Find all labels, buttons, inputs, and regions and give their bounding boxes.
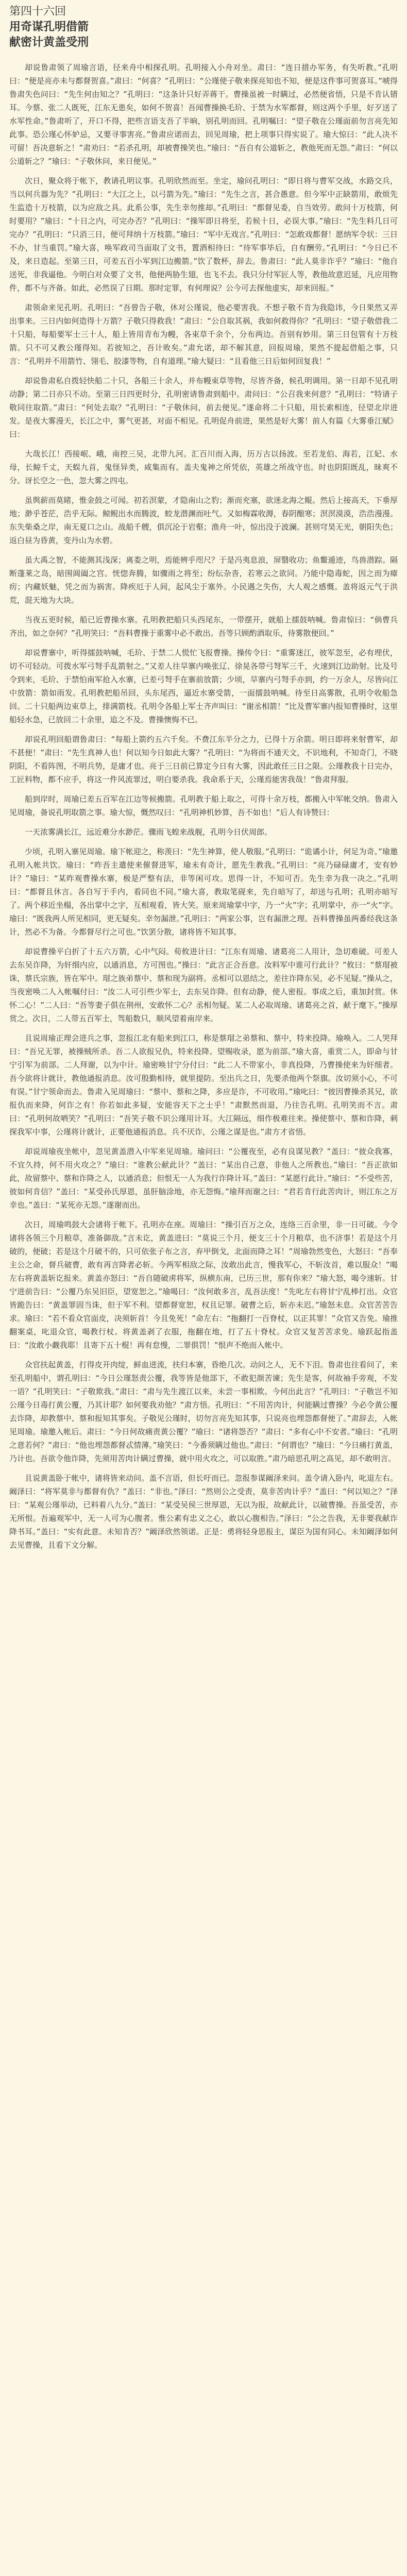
paragraph: 大哉长江！西接岷、峨，南控三吴，北带九河。汇百川而入海，历万古以扬波。至若龙伯、海若，江妃、水母，长鲸千丈，天蜈九首，鬼怪异类，咸集而有。盖夫鬼神之所凭依，英雄之所战守也。时也阴阳既乱，昧爽不分。讶长空之一色，忽大雾之四屯。 <box>9 449 398 485</box>
paragraph: 却说曹操平白折了十五六万箭，心中气闷。荀攸进计曰：“江东有周瑜、诸葛亮二人用计，急切难破。可差人去东吴诈降，为奸细内应，以通消息，方可图也。”操曰：“此言正合吾意。汝料军中谁可行此计？”攸曰：“蔡瑁被诛，蔡氏宗族，皆在军中。瑁之族弟蔡中、蔡和现为副将。丞相可以恩结之，差往诈降东吴，必不见疑。”操从之，当夜密唤二人入帐嘱付曰：“汝二人可引些少军士，去东吴诈降。但有动静，使人密报。事成之后，重加封赏。休怀二心！”二人曰：“吾等妻子俱在荆州，安敢怀二心？丞相勿疑。某二人必取周瑜、诸葛亮之首，献于麾下。”操厚赏之。次日，二人带五百军士，驾船数只，顺风望着南岸来。 <box>9 947 398 1023</box>
poem: 一天浓雾满长江，远近难分水渺茫。骤雨飞蝗来战舰，孔明今日伏周郎。 <box>25 827 273 837</box>
chapter-number: 第四十六回 <box>9 5 66 18</box>
paragraph: 却说曹寨中，听得擂鼓呐喊，毛玠、于禁二人慌忙飞报曹操。操传令曰：“重雾迷江，彼军忽至，必有埋伏，切不可轻动。可拨水军弓弩手乱箭射之。”又差人往旱寨内唤张辽、徐晃各带弓弩军三千，火速到江边助射。比及号令到来，毛玠、于禁怕南军抢入水寨，已差弓弩手在寨前放箭；少顷，旱寨内弓弩手亦到，约一万余人，尽皆向江中放箭：箭如雨发。孔明教把船吊回，头东尾西，逼近水寨受箭，一面擂鼓呐喊。待至日高雾散，孔明令收船急回。二十只船两边束草上，排满箭枝。孔明令各船上军士齐声叫曰：“谢丞相箭！”比及曹军寨内报知曹操时，这里船轻水急，已放回二十余里，追之不及。曹操懊悔不已。 <box>9 648 398 724</box>
paragraph: 却说鲁肃领了周瑜言语，径来舟中相探孔明。孔明接入小舟对坐。肃曰：“连日措办军务，有失听教。”孔明曰：“便是亮亦未与都督贺喜。”肃曰：“何喜？”孔明曰：“公瑾使子敬来探亮知也不知，便是这件事可贺喜耳。”唬得鲁肃失色问曰：“先生何由知之？”孔明曰：“这条计只好弄蒋干。曹操虽被一时瞒过，必然便省悟，只是不肯认错耳。今蔡、张二人既死，江东无患矣，如何不贺喜！吾闻曹操换毛玠、于禁为水军都督，则这两个手里，好歹送了水军性命。”鲁肃听了，开口不得，把些言语支吾了半晌，别孔明而回。孔明嘱曰：“望子敬在公瑾面前勿言亮先知此事。恐公瑾心怀妒忌，又要寻事害亮。”鲁肃应诺而去，回见周瑜，把上项事只得实说了。瑜大惊曰：“此人决不可留！吾决意斩之！”肃劝曰：“若杀孔明，却被曹操笑也。”瑜曰：“吾自有公道斩之，教他死而无怨。”肃曰：“何以公道斩之？”瑜曰：“子敬休问，来日便见。” <box>9 63 398 166</box>
paragraph: 肃领命来见孔明。孔明曰：“吾曾告子敬，休对公瑾说，他必要害我。不想子敬不肯为我隐讳，今日果然又弄出事来。三日内如何造得十万箭？子敬只得救我！”肃曰：“公自取其祸，我如何救得你？”孔明曰：“望子敬借我二十只船，每船要军士三十人，船上皆用青布为幔，各束草千余个，分布两边。吾别有妙用。第三日包管有十万枝箭。只不可又教公瑾得知。若彼知之，吾计败矣。”肃允诺，却不解其意，回报周瑜，果然不提起借船之事，只言：“孔明并不用箭竹、翎毛、胶漆等物，自有道理。”瑜大疑曰：“且看他三日后如何回复我！” <box>9 303 398 366</box>
chapter-title-line-1: 用奇谋孔明借箭 <box>9 21 89 33</box>
paragraph: 当夜五更时候，船已近曹操水寨。孔明教把船只头西尾东，一带摆开，就船上擂鼓呐喊。鲁肃惊曰：“倘曹兵齐出，如之奈何？”孔明笑曰：“吾料曹操于重雾中必不敢出。吾等只顾酌酒取乐，待雾散便回。” <box>9 615 398 638</box>
paragraph: 虽大禹之智，不能测其浅深；离娄之明，焉能辨乎咫尺？于是冯夷息浪，屏翳收功；鱼鳖遁迹，鸟兽潜踪。隔断蓬莱之岛，暗围阊阖之宫。恍惚奔腾，如骤雨之将至；纷纭杂沓，若寒云之欲同。乃能中隐毒蛇，因之而为瘴疠；内藏妖魅，凭之而为祸害。降疾厄于人间，起风尘于塞外。小民遇之失伤，大人观之感慨。盖将返元气于洪荒，混天地为大块。 <box>9 555 398 605</box>
paragraph: 次日，周瑜鸣鼓大会诸将于帐下。孔明亦在座。周瑜曰：“操引百万之众，连络三百余里，非一日可破。今令诸将各领三个月粮草，准备御敌。”言未讫，黄盖进曰：“莫说三个月，便支三十个月粮草，也不济事！若是这个月破的，便破；若是这个月破不的，只可依张子布之言，弃甲倒戈，北面而降之耳！”周瑜勃然变色，大怒曰：“吾奉主公之命，督兵破曹，敢有再言降者必斩。今两军相敌之际，汝敢出此言，慢我军心，不斩汝首，难以服众！”喝左右将黄盖斩讫报来。黄盖亦怒曰：“吾自随破虏将军，纵横东南，已历三世，那有你来？”瑜大怒，喝令速斩。甘宁进前告曰：“公覆乃东吴旧臣，望宽恕之。”瑜喝曰：“汝何敢多言，乱吾法度！”先叱左右将甘宁乱棒打出。众官皆跪告曰：“黄盖罪固当诛，但于军不利。望都督宽恕，权且记罪。破曹之后，斩亦未迟。”瑜怒未息。众官苦苦告求。瑜曰：“若不看众官面皮，决须斩首！今且免死！”命左右：“拖翻打一百脊杖，以正其罪！”众官又告免。瑜推翻案桌，叱退众官，喝教行杖。将黄盖剥了衣服，拖翻在地，打了五十脊杖。众官又复苦苦求免。瑜跃起指盖曰：“汝敢小觑我耶！且寄下五十棍！再有怠慢，二罪俱罚！”恨声不绝而入帐中。 <box>9 1220 398 1350</box>
chapter-title-line-2: 献密计黄盖受刑 <box>9 36 89 49</box>
paragraph: 且说黄盖卧于帐中，诸将皆来动问。盖不言语，但长吁而已。忽报参谋阚泽来问。盖令请入卧内，叱退左右。阚泽曰：“将军莫非与都督有仇？”盖曰：“非也。”泽曰：“然则公之受责，莫非苦肉计乎？”盖曰：“何以知之？”泽曰：“某观公瑾举动，已料着八九分。”盖曰：“某受吴侯三世厚恩，无以为报，故献此计，以破曹操。吾虽受苦，亦无所恨。吾遍观军中，无一人可为心腹者。惟公素有忠义之心，敢以心腹相告。”泽曰：“公之告我，无非要我献诈降书耳。”盖曰：“实有此意。未知肯否？”阚泽欣然领诺。正是：勇将轻身思报主，谋臣为国有同心。未知阚泽如何去见曹操，且看下文分解。 <box>9 1473 398 1550</box>
paragraph: 却说鲁肃私自拨轻快船二十只，各船三十余人，并布幔束草等物，尽皆齐备，候孔明调用。第一日却不见孔明动静；第二日亦只不动。至第三日四更时分，孔明密请鲁肃到船中。肃问曰：“公召我来何意？”孔明曰：“特请子敬同往取箭。”肃曰：“何处去取？”孔明曰：“子敬休问，前去便见。”遂命将二十只船，用长索相连，径望北岸进发。是夜大雾漫天，长江之中，雾气更甚，对面不相见。孔明促舟前进，果然是好大雾！前人有篇《大雾垂江赋》曰： <box>9 376 398 439</box>
paragraph: 众官扶起黄盖，打得皮开肉绽，鲜血迸流，扶归本寨，昏绝几次。动问之人，无不下泪。鲁肃也往看问了，来至孔明船中，谓孔明曰：“今日公瑾怒责公覆，我等皆是他部下，不敢犯颜苦谏；先生是客，何故袖手旁观，不发一语？”孔明笑曰：“子敬欺我。”肃曰：“肃与先生渡江以来，未尝一事相欺。今何出此言？”孔明曰：“子敬岂不知公瑾今日毒打黄公覆，乃其计耶？如何要我劝他？”肃方悟。孔明曰：“不用苦肉计，何能瞒过曹操？今必令黄公覆去诈降，却教蔡中、蔡和报知其事矣。子敬见公瑾时，切勿言亮先知其事，只说亮也埋怨都督便了。”肃辞去，入帐见周瑜。瑜邀入帐后。肃曰：“今日何故痛责黄公覆？”瑜曰：“诸将怨否？”肃曰：“多有心中不安者。”瑜曰：“孔明之意若何？”肃曰：“他也埋怨都督忒情薄。”瑜笑曰：“今番须瞒过他也。”肃曰：“何谓也？”瑜曰：“今日痛打黄盖，乃计也。吾欲令他诈降，先须用苦肉计瞒过曹操，就中用火攻之，可以取胜。”肃乃暗思孔明之高见，却不敢明言。 <box>9 1360 398 1463</box>
paragraph: 虽舆薪而莫睹，惟金鼓之可闻。初若溟蒙，才隐南山之豹；渐而充塞，欲迷北海之鲲。然后上接高天，下垂厚地；渺乎苍茫，浩乎无际。鲸鲵出水而腾波，蛟龙潜渊而吐气。又如梅霖收溽，春阴酿寒；溟溟漠漠，浩浩漫漫。东失柴桑之岸，南无夏口之山。战船千艘，俱沉沦于岩壑；渔舟一叶，惊出没于波澜。甚则穹昊无光，朝阳失色；返白昼为昏黄，变丹山为水碧。 <box>9 496 398 545</box>
paragraph: 却说周瑜夜坐帐中，忽见黄盖潜入中军来见周瑜。瑜问曰：“公覆夜至，必有良谋见教？”盖曰：“彼众我寡，不宜久持，何不用火攻之？”瑜曰：“谁教公献此计？”盖曰：“某出自己意，非他人之所教也。”瑜曰：“吾正欲如此，故留蔡中、蔡和诈降之人，以通消息；但恨无一人为我行诈降计耳。”盖曰：“某愿行此计。”瑜曰：“不受些苦，彼如何肯信？”盖曰：“某受孙氏厚恩，虽肝脑涂地，亦无怨悔。”瑜拜而谢之曰：“君若肯行此苦肉计，则江东之万幸也。”盖曰：“某死亦无怨。”遂谢而出。 <box>9 1147 398 1210</box>
chapter-content <box>9 61 398 2576</box>
paragraph: 少顷，孔明入寨见周瑜。瑜下帐迎之，称羡曰：“先生神算，使人敬服。”孔明曰：“诡谲小计，何足为奇。”瑜邀孔明入帐共饮。瑜曰：“昨吾主遣使来催督进军，瑜未有奇计，愿先生教我。”孔明曰：“亮乃碌碌庸才，安有妙计？”瑜曰：“某昨观曹操水寨，极是严整有法，非等闲可攻。思得一计，不知可否。先生幸为我一决之。”孔明曰：“都督且休言。各自写于手内，看同也不同。”瑜大喜，教取笔砚来，先自暗写了，却送与孔明；孔明亦暗写了。两个移近坐榻，各出掌中之字，互相观看，皆大笑。原来周瑜掌中字，乃一“火”字；孔明掌中，亦一“火”字。瑜曰：“既我两人所见相同，更无疑矣。幸勿漏泄。”孔明曰：“两家公事，岂有漏泄之理。吾料曹操虽两番经我这条计，然必不为备。今都督尽行之可也。”饮罢分散，诸将皆不知其事。 <box>9 847 398 937</box>
chapter-header <box>9 4 401 50</box>
paragraph: 却说孔明回船谓鲁肃曰：“每船上箭约五六千矣。不费江东半分之力，已得十万余箭。明日即将来射曹军，却不甚便！”肃曰：“先生真神人也！何以知今日如此大雾？”孔明曰：“为将而不通天文，不识地利，不知奇门，不晓阴阳，不看阵图，不明兵势，是庸才也。亮于三日前已算定今日有大雾，因此敢任三日之限。公瑾教我十日完办，工匠料物，都不应手，将这一件风流罪过，明白要杀我。我命系于天，公瑾焉能害我哉！”鲁肃拜服。 <box>9 735 398 784</box>
paragraph: 且说周瑜正理会进兵之事，忽报江北有船来到江口，称是蔡瑁之弟蔡和、蔡中，特来投降。瑜唤入。二人哭拜曰：“吾兄无罪，被操贼所杀。吾二人欲报兄仇，特来投降。望赐收录，愿为前部。”瑜大喜，重赏二人，即命与甘宁引军为前部。二人拜谢，以为中计。瑜密唤甘宁分付曰：“此二人不带家小，非真投降，乃曹操使来为奸细者。吾今欲将计就计，教他通报消息。汝可殷勤相待，就里提防。至出兵之日，先要杀他两个祭旗。汝切须小心，不可有误。”甘宁领命而去。鲁肃入见周瑜曰：“蔡中、蔡和之降，多应是诈，不可收用。”瑜叱曰：“彼因曹操杀其兄，欲报仇而来降，何诈之有！你若如此多疑，安能容天下之士乎！”肃默然而退，乃往告孔明。孔明笑而不言。肃曰：“孔明何故哂笑？”孔明曰：“吾笑子敬不识公瑾用计耳。大江隔远，细作极难往来。操使蔡中、蔡和诈降，刺探我军中事，公瑾将计就计，正要他通报消息。兵不厌诈，公瑾之谋是也。”肃方才省悟。 <box>9 1033 398 1137</box>
paragraph: 船到岸时，周瑜已差五百军在江边等候搬箭。孔明教于船上取之，可得十余万枝，都搬入中军帐交纳。鲁肃入见周瑜，备说孔明取箭之事。瑜大惊，慨然叹曰：“孔明神机妙算，吾不如也！”后人有诗赞曰： <box>9 794 398 817</box>
paragraph: 次日，聚众将于帐下，教请孔明议事。孔明欣然而至。坐定，瑜问孔明曰：“即日将与曹军交战，水路交兵，当以何兵器为先？”孔明曰：“大江之上，以弓箭为先。”瑜曰：“先生之言，甚合愚意。但今军中正缺箭用，敢烦先生监造十万枝箭，以为应敌之具。此系公事，先生幸勿推却。”孔明曰：“都督见委，自当效劳。敢问十万枝箭，何时要用？”瑜曰：“十日之内，可完办否？”孔明曰：“操军即日将至，若候十日，必误大事。”瑜曰：“先生料几日可完办？”孔明曰：“只消三日，便可拜纳十万枝箭。”瑜曰：“军中无戏言。”孔明曰：“怎敢戏都督！愿纳军令状：三日不办，甘当重罚。”瑜大喜，唤军政司当面取了文书，置酒相待曰：“待军事毕后，自有酬劳。”孔明曰：“今日已不及，来日造起。至第三日，可差五百小军到江边搬箭。”饮了数杯，辞去。鲁肃曰：“此人莫非诈乎？”瑜曰：“他自送死，非我逼他。今明白对众要了文书，他便两胁生翅，也飞不去。我只分付军匠人等，教他故意迟延，凡应用物件，都不与齐备。如此，必然误了日期。那时定罪，有何理说？公今可去探他虚实，却来回报。” <box>9 176 398 293</box>
